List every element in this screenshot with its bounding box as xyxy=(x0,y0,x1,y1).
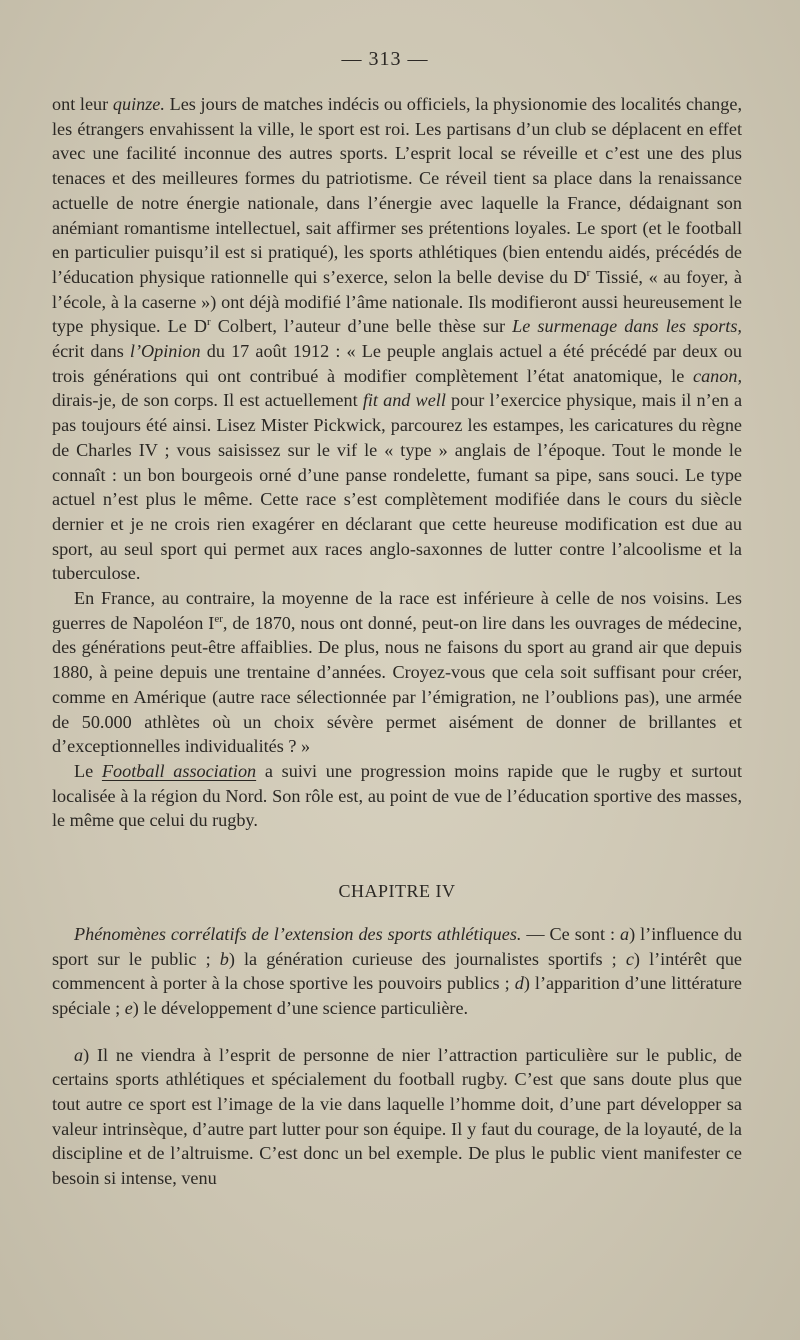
body-text xyxy=(52,92,742,1191)
italic-run: c xyxy=(625,948,634,969)
superscript-run: r xyxy=(586,266,591,279)
superscript-run: r xyxy=(207,316,211,329)
italic-run: fit and well xyxy=(362,390,446,411)
italic-run: canon, xyxy=(693,365,742,386)
paragraph-2 xyxy=(52,586,742,759)
text-run: En France, au contraire, la moyenne de la race est inférieure à celle de nos voisins. Les guerres de Napoléon I xyxy=(52,588,742,633)
text-run: Le xyxy=(74,760,102,781)
italic-run: l’Opinion xyxy=(129,341,201,362)
text-run: ont leur xyxy=(52,94,113,114)
italic-run: Football association xyxy=(101,760,257,781)
paragraph-1 xyxy=(52,92,742,586)
text-run: — Ce sont : xyxy=(521,923,620,944)
text-run: Tissié, « au foyer, à l’école, à la caserne ») ont déjà modifié l’âme nationale. Ils modifieront aussi heureusement le type physique. Le D xyxy=(52,266,742,337)
superscript-run: er xyxy=(214,612,223,625)
paragraph-3 xyxy=(52,759,742,833)
text-run: ) l’intérêt que commencent à porter à la chose sportive les pouvoirs publics ; xyxy=(52,948,742,994)
text-run: écrit dans xyxy=(52,341,130,362)
text-run: pour l’exercice physique, mais il n’en a pas toujours été ainsi. Lisez Mister Pickwick, parcourez les estampes, les caricatures du règne de Charles IV ; vous saisissez sur le vif le « type » anglais de l’époque. Tout le monde le connaît : un bon bourgeois orné d’une panse rondelette, fumant sa pipe, sans souci. Le type actuel n’est plus le même. Cette race s’est complètement modifiée dans le cours du siècle dernier et je ne crois rien exagérer en déclarant que cette heureuse modification est due au sport, au seul sport qui permet aux races anglo-saxonnes de lutter contre l’alcoolisme et la tuberculose. xyxy=(52,390,743,584)
italic-run: quinze. xyxy=(112,94,165,114)
italic-run: d xyxy=(514,973,524,994)
text-run: ) Il ne viendra à l’esprit de personne de nier l’attraction particulière sur le public, de certains sports athlétiques et spécialement du football rugby. C’est que sans doute plus que tout autre ce sport est l’image de la vie dans laquelle l’homme doit, d’une part développer sa valeur intrinsèque, d’autre part lutter pour son équipe. Il y faut du courage, de la loyauté, de la discipline et de l’altruisme. C’est donc un bel exemple. De plus le public vient manifester ce besoin si intense, venu xyxy=(52,1044,742,1189)
chapter-title: CHAPITRE IV xyxy=(338,881,456,902)
section-gap xyxy=(52,1021,742,1043)
italic-run: a xyxy=(74,1044,84,1065)
italic-run: Le surmenage dans les sports, xyxy=(512,316,742,337)
italic-run: Phénomènes corrélatifs de l’extension des sports athlétiques. xyxy=(74,923,522,944)
text-run: , de 1870, nous ont donné, peut-on lire dans les ouvrages de médecine, des générations peut-être affaiblies. De plus, nous ne faisons du sport au grand air que depuis 1880, à peine depuis une trentaine d’années. Croyez-vous que cela soit suffisant pour créer, comme en Amérique (autre race sélectionnée par l’émigration, ne l’oublions pas), une armée de 50.000 athlètes où un choix sévère permet aisément de donner de brillantes et d’exceptionnelles individualités ? » xyxy=(52,612,742,757)
text-run: Colbert, l’auteur d’une belle thèse sur xyxy=(210,316,513,337)
italic-run: e xyxy=(124,997,133,1018)
text-run: a suivi une progression moins rapide que le rugby et surtout localisée à la région du Nord. Son rôle est, au point de vue de l’éducation sportive des masses, le même que celui du rugby. xyxy=(52,760,742,831)
italic-run: b xyxy=(219,948,229,969)
text-run: ) l’apparition d’une littérature spéciale ; xyxy=(52,973,742,1018)
italic-run: a xyxy=(619,923,630,944)
text-run: ) l’influence du sport sur le public ; xyxy=(52,923,742,969)
text-run: ) le développement d’une science particulière. xyxy=(132,997,469,1018)
text-run: dirais-je, de son corps. Il est actuellement xyxy=(52,390,363,411)
chapter-intro xyxy=(52,922,742,1021)
text-run: du 17 août 1912 : « Le peuple anglais actuel a été précédé par deux ou trois générations qui ont contribué à modifier complètement l’état anatomique, le xyxy=(52,341,743,386)
section-a-paragraph xyxy=(52,1043,742,1191)
page-number: — 313 — xyxy=(341,48,429,70)
text-run: ) la génération curieuse des journalistes sportifs ; xyxy=(228,948,626,969)
text-run: Les jours de matches indécis ou officiels, la physionomie des localités change, les étrangers envahissent la ville, le sport est roi. Les partisans d’un club se déplacent en effet avec une facilité inconnue des autres sports. L’esprit local se réveille et c’est une des plus tenaces et des meilleures formes du patriotisme. Ce réveil tient sa place dans la renaissance actuelle de notre énergie nationale, dans l’énergie avec laquelle la France, dédaignant son anémiant romantisme intellectuel, sait affirmer ses prétentions loyales. Le sport (et le football en particulier puisqu’il est si pratiqué), les sports athlétiques (bien entendu aidés, précédés de l’éducation physique rationnelle qui s’exerce, selon la belle devise du D xyxy=(52,94,742,287)
